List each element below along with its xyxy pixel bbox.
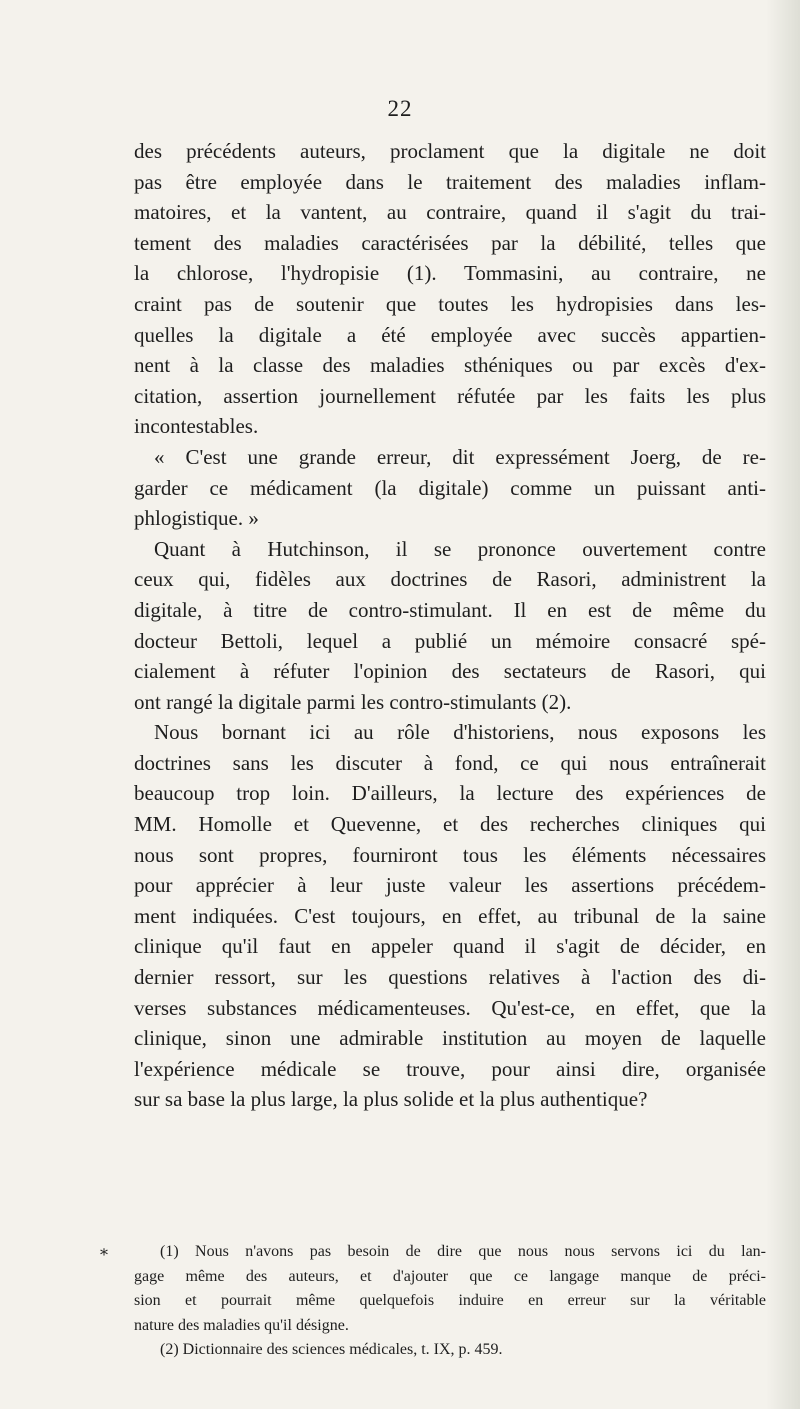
footnote-line: sion et pourrait même quelquefois induire en erreur sur la véritable [134,1292,766,1309]
footnote-line: (2) Dictionnaire des sciences médicales, t. IX, p. 459. [160,1341,503,1358]
footnotes [134,1240,766,1363]
body-line: pas être employée dans le traitement des maladies inflam- [134,169,766,194]
body-line: ont rangé la digitale parmi les contro-stimulants (2). [134,689,572,714]
body-line: tement des maladies caractérisées par la débilité, telles que [134,230,766,255]
body-line: beaucoup trop loin. D'ailleurs, la lecture des expériences de [134,781,766,806]
body-line: phlogistique. » [134,506,259,531]
body-line: nous sont propres, fourniront tous les éléments nécessaires [134,842,766,867]
body-line: des précédents auteurs, proclament que la digitale ne doit [134,139,766,163]
body-line: clinique qu'il faut en appeler quand il s'agit de décider, en [134,934,766,959]
body-line: matoires, et la vantent, au contraire, quand il s'agit du trai- [134,200,766,225]
body-line: cialement à réfuter l'opinion des sectateurs de Rasori, qui [134,659,766,684]
body-line: docteur Bettoli, lequel a publié un mémoire consacré spé- [134,628,766,653]
body-text [134,136,766,1115]
margin-mark: ⁎ [100,1242,108,1259]
body-line: craint pas de soutenir que toutes les hydropisies dans les- [134,291,766,316]
body-line: dernier ressort, sur les questions relatives à l'action des di- [134,965,766,990]
page-number: 22 [387,96,413,121]
body-line: citation, assertion journellement réfutée par les faits les plus [134,383,766,408]
body-line: doctrines sans les discuter à fond, ce qui nous entraînerait [134,750,766,775]
footnote-line: (1) Nous n'avons pas besoin de dire que nous nous servons ici du lan- [160,1243,766,1260]
body-line: sur sa base la plus large, la plus solide et la plus authentique? [134,1087,648,1112]
body-line: clinique, sinon une admirable institution au moyen de laquelle [134,1026,766,1051]
body-line: quelles la digitale a été employée avec succès appartien- [134,322,766,347]
body-line: « C'est une grande erreur, dit expressément Joerg, de re- [154,444,766,469]
footnote-line: nature des maladies qu'il désigne. [134,1316,349,1334]
page-edge-shadow [766,0,800,1409]
body-line: Quant à Hutchinson, il se prononce ouvertement contre [154,536,766,561]
body-line: l'expérience médicale se trouve, pour ainsi dire, organisée [134,1056,766,1081]
body-line: digitale, à titre de contro-stimulant. Il en est de même du [134,597,766,622]
body-line: Nous bornant ici au rôle d'historiens, nous exposons les [154,720,766,745]
body-line: la chlorose, l'hydropisie (1). Tommasini, au contraire, ne [134,261,766,286]
body-line: ceux qui, fidèles aux doctrines de Rasori, administrent la [134,567,766,592]
body-line: verses substances médicamenteuses. Qu'est-ce, en effet, que la [134,995,766,1020]
body-line: MM. Homolle et Quevenne, et des recherches cliniques qui [134,812,766,837]
body-line: ment indiquées. C'est toujours, en effet, au tribunal de la saine [134,903,766,928]
footnote-line: gage même des auteurs, et d'ajouter que ce langage manque de préci- [134,1267,766,1285]
body-line: nent à la classe des maladies sthéniques ou par excès d'ex- [134,353,766,378]
body-line: pour apprécier à leur juste valeur les assertions précédem- [134,873,766,898]
body-line: incontestables. [134,414,259,439]
body-line: garder ce médicament (la digitale) comme un puissant anti- [134,475,766,500]
